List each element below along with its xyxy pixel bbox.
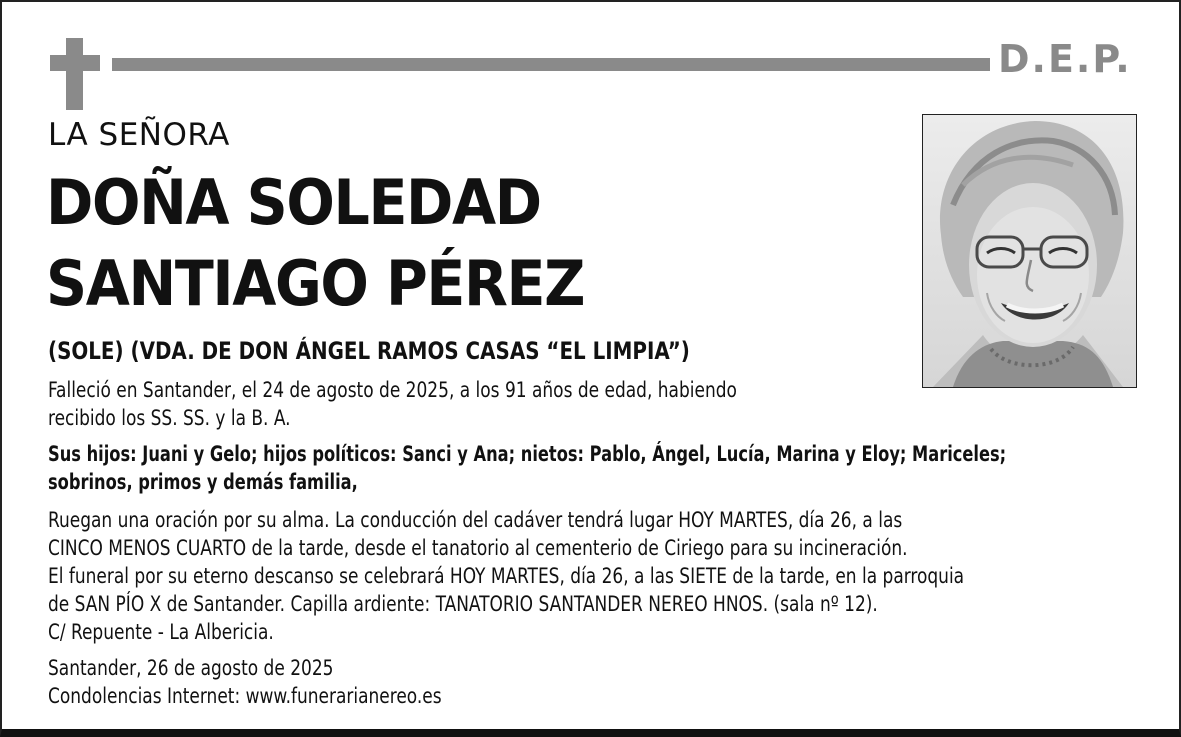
family-line1: Sus hijos: Juani y Gelo; hijos políticos: Sanci y Ana; nietos: Pablo, Ángel, Lucía, Marina y Eloy; Mariceles; bbox=[48, 442, 1007, 466]
death-info-line2: recibido los SS. SS. y la B. A. bbox=[48, 406, 291, 430]
service-line2: CINCO MENOS CUARTO de la tarde, desde el tanatorio al cementerio de Ciriego para su incineración. bbox=[48, 536, 908, 560]
deceased-name-line2: SANTIAGO PÉREZ bbox=[46, 247, 585, 320]
portrait-illustration bbox=[923, 115, 1136, 387]
service-line5: C/ Repuente - La Albericia. bbox=[48, 620, 274, 644]
service-line4: de SAN PÍO X de Santander. Capilla ardiente: TANATORIO SANTANDER NEREO HNOS. (sala nº 12). bbox=[48, 592, 878, 616]
date-place: Santander, 26 de agosto de 2025 bbox=[48, 656, 334, 680]
cross-icon bbox=[66, 38, 83, 110]
deceased-name-line1: DOÑA SOLEDAD bbox=[46, 166, 541, 239]
condolences-link[interactable]: Condolencias Internet: www.funerarianereo.es bbox=[48, 684, 442, 708]
deceased-alias: (SOLE) (VDA. DE DON ÁNGEL RAMOS CASAS “EL LIMPIA”) bbox=[48, 337, 690, 365]
dep-label: D.E.P. bbox=[998, 37, 1132, 81]
header-rule bbox=[112, 58, 990, 71]
cross-icon-bar bbox=[50, 55, 100, 71]
honorific: LA SEÑORA bbox=[48, 117, 230, 153]
service-line3: El funeral por su eterno descanso se celebrará HOY MARTES, día 26, a las SIETE de la tarde, en la parroquia bbox=[48, 564, 965, 588]
family-line2: sobrinos, primos y demás familia, bbox=[48, 470, 358, 494]
death-info-line1: Falleció en Santander, el 24 de agosto de 2025, a los 91 años de edad, habiendo bbox=[48, 378, 737, 402]
portrait-photo bbox=[922, 114, 1137, 388]
service-line1: Ruegan una oración por su alma. La conducción del cadáver tendrá lugar HOY MARTES, día 26, a las bbox=[48, 508, 903, 532]
